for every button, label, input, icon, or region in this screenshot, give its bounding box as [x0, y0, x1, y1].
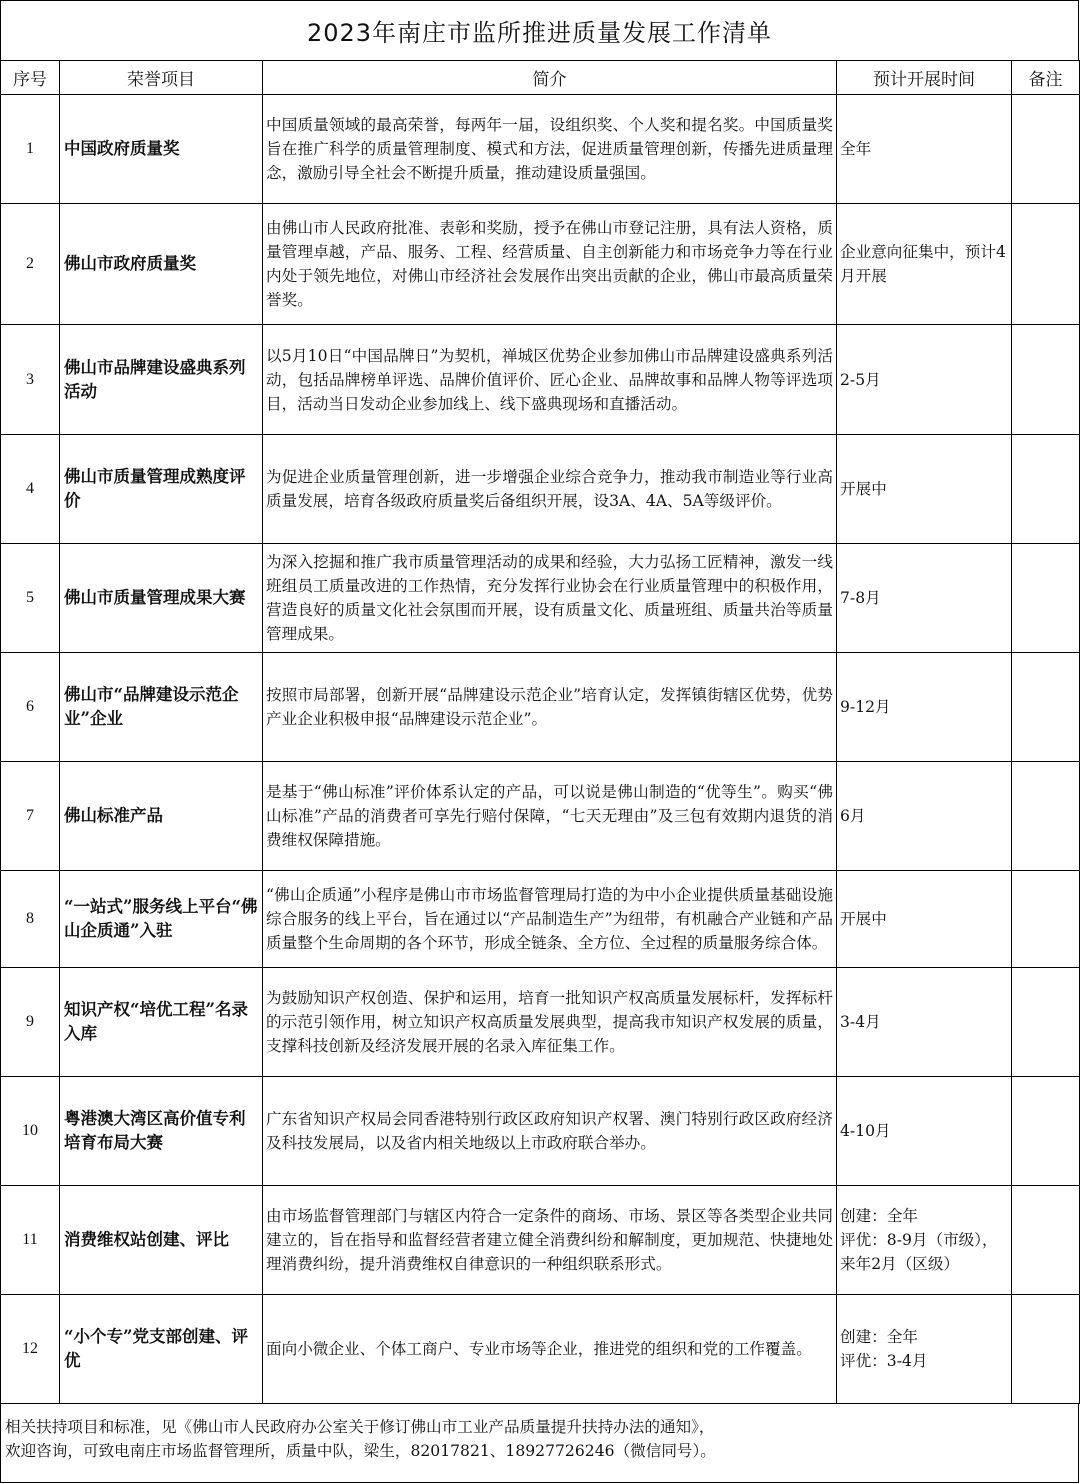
row-note: [1012, 325, 1080, 435]
header-index: 序号: [1, 61, 60, 95]
table-row: [1, 95, 1080, 204]
row-index: 9: [1, 968, 60, 1077]
row-summary: 以5月10日“中国品牌日”为契机，禅城区优势企业参加佛山市品牌建设盛典系列活动，包括品牌榜单评选、品牌价值评价、匠心企业、品牌故事和品牌人物等评选项目，活动当日发动企业参加线上、线下盛典现场和直播活动。: [263, 325, 837, 435]
quality-work-table: [0, 60, 1080, 1404]
row-item: “一站式”服务线上平台“佛山企质通”入驻: [60, 871, 263, 968]
row-summary: 面向小微企业、个体工商户、专业市场等企业，推进党的组织和党的工作覆盖。: [263, 1295, 837, 1404]
row-time: 企业意向征集中，预计4月开展: [837, 204, 1012, 325]
row-item: 佛山市质量管理成果大赛: [60, 544, 263, 653]
row-summary: 由佛山市人民政府批准、表彰和奖励，授予在佛山市登记注册，具有法人资格，质量管理卓越，产品、服务、工程、经营质量、自主创新能力和市场竞争力等在行业内处于领先地位，对佛山市经济社会发展作出突出贡献的企业，佛山市最高质量荣誉奖。: [263, 204, 837, 325]
row-summary: 为促进企业质量管理创新，进一步增强企业综合竞争力，推动我市制造业等行业高质量发展，培育各级政府质量奖后备组织开展，设3A、4A、5A等级评价。: [263, 435, 837, 544]
row-item: 佛山市“品牌建设示范企业”企业: [60, 653, 263, 762]
table-row: [1, 544, 1080, 653]
row-item: 佛山市质量管理成熟度评价: [60, 435, 263, 544]
row-time: 9-12月: [837, 653, 1012, 762]
table-row: [1, 653, 1080, 762]
table-header-row: [1, 61, 1080, 95]
table-row: [1, 204, 1080, 325]
row-item: 知识产权“培优工程”名录入库: [60, 968, 263, 1077]
row-item: 中国政府质量奖: [60, 95, 263, 204]
row-note: [1012, 95, 1080, 204]
page-title: 2023年南庄市监所推进质量发展工作清单: [0, 0, 1079, 60]
row-time: 3-4月: [837, 968, 1012, 1077]
row-time: 2-5月: [837, 325, 1012, 435]
row-summary: 是基于“佛山标准”评价体系认定的产品，可以说是佛山制造的“优等生”。购买“佛山标准”产品的消费者可享先行赔付保障，“七天无理由”及三包有效期内退货的消费维权保障措施。: [263, 762, 837, 871]
row-time: 7-8月: [837, 544, 1012, 653]
row-note: [1012, 1077, 1080, 1186]
row-summary: 为深入挖掘和推广我市质量管理活动的成果和经验，大力弘扬工匠精神，激发一线班组员工质量改进的工作热情，充分发挥行业协会在行业质量管理中的积极作用，营造良好的质量文化社会氛围而开展，设有质量文化、质量班组、质量共治等质量管理成果。: [263, 544, 837, 653]
header-time: 预计开展时间: [837, 61, 1012, 95]
row-item: 粤港澳大湾区高价值专利培育布局大赛: [60, 1077, 263, 1186]
row-time: 全年: [837, 95, 1012, 204]
row-index: 5: [1, 544, 60, 653]
row-index: 11: [1, 1186, 60, 1295]
row-note: [1012, 653, 1080, 762]
row-time: 开展中: [837, 871, 1012, 968]
row-note: [1012, 544, 1080, 653]
row-time: 开展中: [837, 435, 1012, 544]
row-index: 8: [1, 871, 60, 968]
header-note: 备注: [1012, 61, 1080, 95]
row-time: 创建：全年 评优：3-4月: [837, 1295, 1012, 1404]
footer-line-1: 相关扶持项目和标准，见《佛山市人民政府办公室关于修订佛山市工业产品质量提升扶持办法的通知》，: [5, 1418, 715, 1436]
row-note: [1012, 762, 1080, 871]
table-row: [1, 1186, 1080, 1295]
row-summary: 按照市局部署，创新开展“品牌建设示范企业”培育认定，发挥镇街辖区优势，优势产业企业积极申报“品牌建设示范企业”。: [263, 653, 837, 762]
row-index: 1: [1, 95, 60, 204]
row-note: [1012, 968, 1080, 1077]
row-index: 6: [1, 653, 60, 762]
row-time: 创建：全年 评优：8-9月（市级）， 来年2月（区级）: [837, 1186, 1012, 1295]
row-summary: 中国质量领域的最高荣誉，每两年一届，设组织奖、个人奖和提名奖。中国质量奖旨在推广科学的质量管理制度、模式和方法，促进质量管理创新，传播先进质量理念，激励引导全社会不断提升质量，推动建设质量强国。: [263, 95, 837, 204]
row-note: [1012, 204, 1080, 325]
row-note: [1012, 871, 1080, 968]
table-row: [1, 1295, 1080, 1404]
row-summary: 广东省知识产权局会同香港特别行政区政府知识产权署、澳门特别行政区政府经济及科技发展局，以及省内相关地级以上市政府联合举办。: [263, 1077, 837, 1186]
row-index: 12: [1, 1295, 60, 1404]
row-index: 4: [1, 435, 60, 544]
row-index: 10: [1, 1077, 60, 1186]
row-item: 佛山标准产品: [60, 762, 263, 871]
row-item: “小个专”党支部创建、评优: [60, 1295, 263, 1404]
row-summary: 为鼓励知识产权创造、保护和运用，培育一批知识产权高质量发展标杆，发挥标杆的示范引领作用，树立知识产权高质量发展典型，提高我市知识产权发展的质量，支撑科技创新及经济发展开展的名录入库征集工作。: [263, 968, 837, 1077]
row-note: [1012, 1295, 1080, 1404]
header-summary: 简介: [263, 61, 837, 95]
row-index: 3: [1, 325, 60, 435]
table-row: [1, 871, 1080, 968]
row-index: 2: [1, 204, 60, 325]
table-row: [1, 968, 1080, 1077]
table-row: [1, 325, 1080, 435]
footer-note: [0, 1403, 1079, 1483]
row-note: [1012, 1186, 1080, 1295]
header-item: 荣誉项目: [60, 61, 263, 95]
table-row: [1, 435, 1080, 544]
table-row: [1, 1077, 1080, 1186]
row-item: 佛山市品牌建设盛典系列活动: [60, 325, 263, 435]
footer-line-2: 欢迎咨询，可致电南庄市场监督管理所，质量中队，梁生，82017821、18927726246（微信同号）。: [5, 1442, 716, 1460]
row-time: 6月: [837, 762, 1012, 871]
row-item: 消费维权站创建、评比: [60, 1186, 263, 1295]
table-row: [1, 762, 1080, 871]
row-note: [1012, 435, 1080, 544]
row-index: 7: [1, 762, 60, 871]
row-time: 4-10月: [837, 1077, 1012, 1186]
row-summary: 由市场监督管理部门与辖区内符合一定条件的商场、市场、景区等各类型企业共同建立的，旨在指导和监督经营者建立健全消费纠纷和解制度，更加规范、快捷地处理消费纠纷，提升消费维权自律意识的一种组织联系形式。: [263, 1186, 837, 1295]
row-item: 佛山市政府质量奖: [60, 204, 263, 325]
row-summary: “佛山企质通”小程序是佛山市市场监督管理局打造的为中小企业提供质量基础设施综合服务的线上平台，旨在通过以“产品制造生产”为纽带，有机融合产业链和产品质量整个生命周期的各个环节，形成全链条、全方位、全过程的质量服务综合体。: [263, 871, 837, 968]
